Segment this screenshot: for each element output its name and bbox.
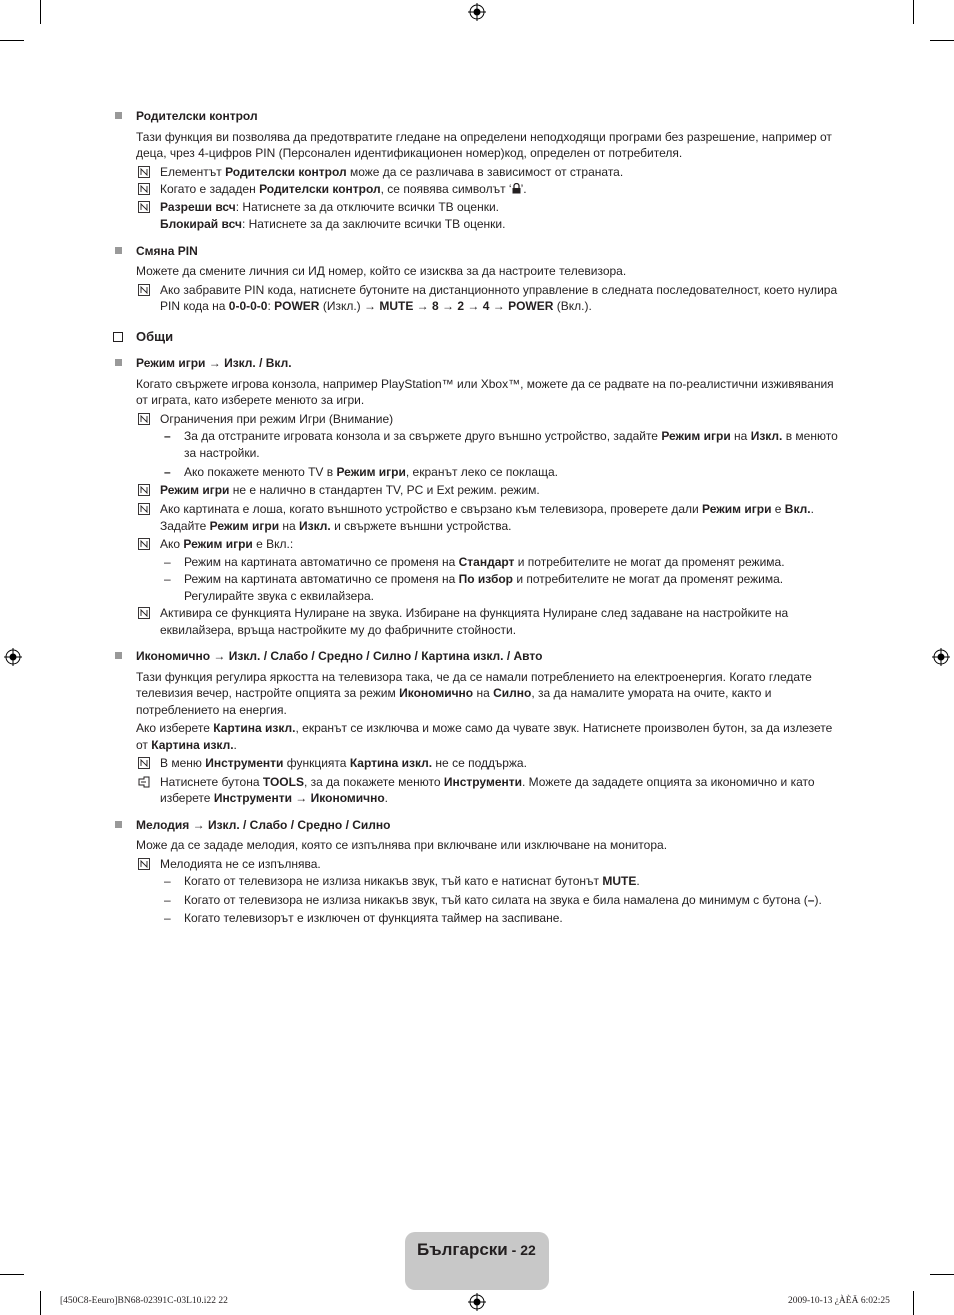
section-heading: Смяна PIN <box>112 243 842 260</box>
crop-mark <box>0 40 24 41</box>
dash-item: – Режим на картината автоматично се променя на Стандарт и потребителите не могат да променят режима. <box>164 554 785 569</box>
page-footer-label: Български - 22 <box>417 1240 536 1259</box>
note-icon <box>138 166 150 178</box>
paragraph: Можете да смените личния си ИД номер, който се изисква за да настроите телевизора. <box>136 264 627 278</box>
note-item: Активира се функцията Нулиране на звука. Избиране на функцията Нулиране след задаване на настройките на еквилайзера, връща настройките му до фабричните стойности. <box>112 605 842 638</box>
crop-mark <box>913 0 914 24</box>
crop-mark <box>40 1291 41 1315</box>
note-icon <box>138 413 150 425</box>
note-item: Елементът Родителски контрол може да се различава в зависимост от страната. <box>112 164 842 181</box>
registration-mark-icon <box>468 3 486 21</box>
note-icon <box>138 484 150 496</box>
note-item: В меню Инструменти функцията Картина изкл. не се поддържа. <box>112 755 842 772</box>
bullet-square-icon <box>115 821 122 828</box>
note-item: Режим игри не е налично в стандартен TV, PC и Ext режим. режим. <box>112 482 842 499</box>
note-item: Ако Режим игри е Вкл.: <box>112 536 842 553</box>
page-number: - 22 <box>507 1242 536 1258</box>
bullet-square-icon <box>115 652 122 659</box>
paragraph: Тази функция ви позволява да предотвратите гледане на определени неподходящи програми без разрешение, например от деца, чрез 4-цифров PIN (Персонален идентификационен номер)код, определен от потребителя. <box>136 129 832 160</box>
paragraph: Тази функция регулира яркостта на телевизора така, че да се намали потреблението на електроенергия. Когато гледате телевизия вечер, настройте опцията за режим Икономично на Силно, за да намалите умората на очите, както и потреблението на енергия. <box>136 669 812 717</box>
lock-icon <box>512 183 521 194</box>
manual-content <box>112 108 842 928</box>
registration-mark-icon <box>468 1293 486 1311</box>
note-continuation: Блокирай всч: Натиснете за да заключите всички ТВ оценки. <box>160 217 506 231</box>
note-item: Ако картината е лоша, когато външното устройство е свързано към телевизора, проверете дали Режим игри е Вкл.. Задайте Режим игри на Изкл. и свържете външни устройства. <box>112 501 842 534</box>
crop-mark <box>930 1274 954 1275</box>
note-icon <box>138 757 150 769</box>
note-item: Ако забравите PIN кода, натиснете бутоните на дистанционното управление в следната последователност, което нулира PIN кода на 0-0-0-0: POWER (Изкл.) → MUTE → 8 → 2 → 4 → POWER (Вкл.). <box>112 282 842 315</box>
note-icon <box>138 538 150 550</box>
bullet-square-icon <box>115 247 122 254</box>
section-heading: Родителски контрол <box>112 108 842 125</box>
registration-mark-icon <box>932 648 950 666</box>
section-heading: Мелодия → Изкл. / Слабо / Средно / Силно <box>112 817 842 834</box>
note-icon <box>138 607 150 619</box>
checkbox-square-icon <box>113 332 123 342</box>
dash-item: – Ако покажете менюто TV в Режим игри, екранът леко се поклаща. <box>164 465 558 479</box>
paragraph: Ако изберете Картина изкл., екранът се изключва и може само да чувате звук. Натиснете произволен бутон, за да излезете от Картина изкл.. <box>136 721 833 752</box>
registration-mark-icon <box>4 648 22 666</box>
paragraph: Когато свържете игрова конзола, например PlayStation™ или Xbox™, можете да се радвате на по-реалистични изживявания от играта, като изберете менюто за игри. <box>136 376 834 407</box>
crop-mark <box>0 1274 24 1275</box>
dash-item: – Когато от телевизора не излиза никакъв звук, тъй като силата на звука е била намалена до минимум с бутона (–). <box>164 892 822 907</box>
section-heading: Режим игри → Изкл. / Вкл. <box>112 355 842 372</box>
note-item: Ограничения при режим Игри (Внимание) <box>112 411 842 428</box>
dash-item: – Когато телевизорът е изключен от функцията таймер на заспиване. <box>164 911 563 925</box>
bullet-square-icon <box>115 112 122 119</box>
note-item: Разреши всч: Натиснете за да отключите всички ТВ оценки. <box>112 199 842 216</box>
note-icon <box>138 858 150 870</box>
dash-item: – Когато от телевизора не излиза никакъв звук, тъй като е натиснат бутонът MUTE. <box>164 874 640 888</box>
crop-mark <box>930 40 954 41</box>
dash-item: – Режим на картината автоматично се променя на По избор и потребителите не могат да променят режима. Регулирайте звука с еквилайзера. <box>164 572 784 603</box>
bullet-square-icon <box>115 359 122 366</box>
note-icon <box>138 284 150 296</box>
paragraph: Може да се зададе мелодия, която се изпълнява при включване или изключване на монитора. <box>136 838 668 852</box>
note-icon <box>138 183 150 195</box>
tools-note-item: Натиснете бутона TOOLS, за да покажете менюто Инструменти. Можете да зададете опцията за икономично и като изберете Инструменти → Икономично. <box>112 774 842 807</box>
category-heading: Общи <box>112 329 842 346</box>
dash-item: – За да отстраните игровата конзола и за свържете друго външно устройство, задайте Режим игри на Изкл. в менюто за настройки. <box>164 429 838 460</box>
print-slug-left: [450C8-Eeuro]BN68-02391C-03L10.i22 22 <box>60 1296 228 1306</box>
crop-mark <box>40 0 41 24</box>
note-item: Когато е зададен Родителски контрол, се появява символът ‘ ’. <box>112 181 842 198</box>
print-slug-right: 2009-10-13 ¿ÀÈÄ 6:02:25 <box>788 1296 890 1306</box>
tools-icon <box>138 776 150 788</box>
note-item: Мелодията не се изпълнява. <box>112 856 842 873</box>
note-icon <box>138 503 150 515</box>
note-icon <box>138 201 150 213</box>
crop-mark <box>913 1291 914 1315</box>
section-heading: Икономично → Изкл. / Слабо / Средно / Силно / Картина изкл. / Авто <box>112 648 842 665</box>
